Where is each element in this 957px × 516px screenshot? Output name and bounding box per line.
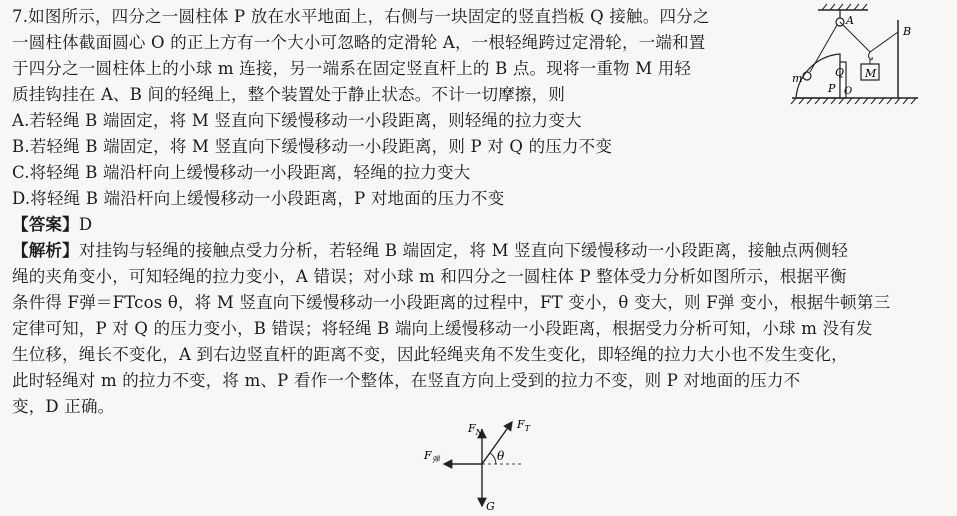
analysis-first-line: 对挂钩与轻绳的接触点受力分析，若轻绳 B 端固定，将 M 竖直向下缓慢移动一小段距离，接触点两侧轻: [78, 241, 849, 260]
ceiling-hatch: [822, 4, 867, 10]
analysis-line-6: 此时轻绳对 m 的拉力不变，将 m、P 看作一个整体，在竖直方向上受到的拉力不变，则 P 对地面的压力不: [12, 371, 801, 390]
analysis-label: 【解析】: [12, 241, 79, 260]
option-c: C.将轻绳 B 端沿杆向上缓慢移动一小段距离，轻绳的拉力变大: [12, 163, 471, 182]
question-line-4: 质挂钩挂在 A、B 间的轻绳上，整个装置处于静止状态。不计一切摩擦，则: [12, 85, 566, 104]
label-theta: θ: [497, 449, 505, 463]
label-fspring: $F_弹$: [424, 449, 440, 464]
label-o: O: [844, 86, 853, 97]
answer-value: D: [78, 215, 93, 234]
analysis-line-2: 绳的夹角变小，可知轻绳的拉力变小，A 错误；对小球 m 和四分之一圆柱体 P 整体受力分析如图所示，根据平衡: [12, 267, 847, 286]
label-a: A: [846, 14, 854, 27]
analysis-line-1: [12, 240, 947, 262]
question-line-1: 7.如图所示，四分之一圆柱体 P 放在水平地面上，右侧与一块固定的竖直挡板 Q 接触。四分之: [12, 7, 710, 26]
answer-line: [12, 214, 947, 236]
label-q: Q: [835, 66, 845, 79]
analysis-line-7: 变，D 正确。: [12, 397, 115, 416]
hook-icon: [869, 52, 873, 60]
answer-label: 【答案】: [12, 215, 79, 234]
question-line-2: 一圆柱体截面圆心 O 的正上方有一个大小可忽略的定滑轮 A，一根轻绳跨过定滑轮，一端和置: [12, 33, 706, 52]
analysis-line-3: 条件得 F弹＝FTcos θ，将 M 竖直向下缓慢移动一小段距离的过程中，FT 变小，θ 变大，则 F弹 变小，根据牛顿第三: [12, 293, 891, 312]
apparatus-figure: [790, 2, 950, 108]
label-m-weight: M: [865, 67, 877, 80]
label-g: G: [486, 500, 495, 513]
label-ft: $F_T$: [517, 418, 530, 433]
ground-hatch: [791, 98, 916, 104]
ball-icon: [803, 72, 811, 80]
option-a: A.若轻绳 B 端固定，将 M 竖直向下缓慢移动一小段距离，则轻绳的拉力变大: [12, 111, 582, 130]
label-fn: $F_N$: [468, 422, 483, 437]
question-line-3: 于四分之一圆柱体上的小球 m 连接，另一端系在固定竖直杆上的 B 点。现将一重物 M 用轻: [12, 59, 692, 78]
force-diagram: [420, 418, 550, 514]
theta-arc: [490, 453, 496, 464]
analysis-line-5: 生位移，绳长不变化，A 到右边竖直杆的距离不变，因此轻绳夹角不发生变化，即轻绳的拉力大小也不发生变化，: [12, 345, 848, 364]
label-m-ball: m: [792, 72, 803, 85]
label-b: B: [903, 25, 912, 38]
option-d: D.将轻绳 B 端沿杆向上缓慢移动一小段距离，P 对地面的压力不变: [12, 189, 505, 208]
analysis-line-4: 定律可知，P 对 Q 的压力变小，B 错误；将轻绳 B 端向上缓慢移动一小段距离，根据受力分析可知，小球 m 没有发: [12, 319, 873, 338]
option-b: B.若轻绳 B 端固定，将 M 竖直向下缓慢移动一小段距离，则 P 对 Q 的压力不变: [12, 137, 613, 156]
label-p: P: [828, 82, 836, 95]
